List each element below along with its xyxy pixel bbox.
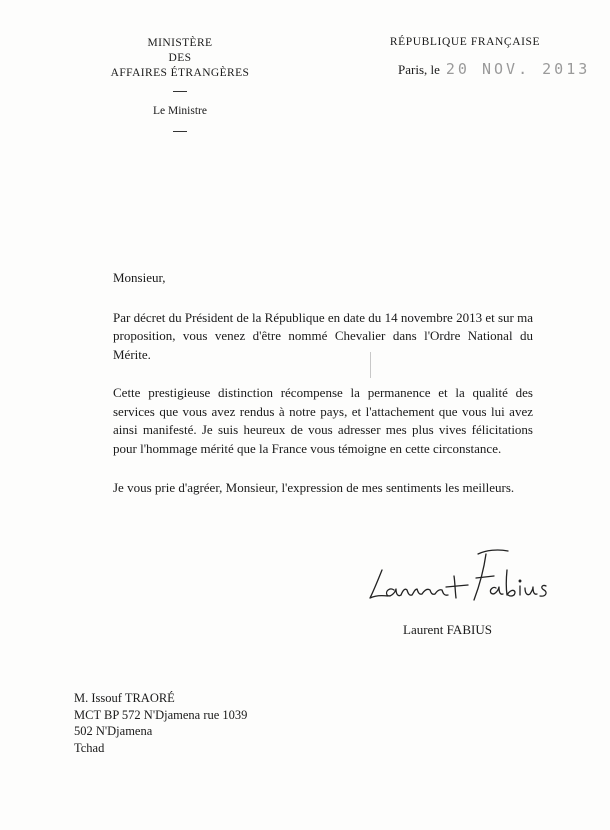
recipient-address-line: MCT BP 572 N'Djamena rue 1039 — [74, 707, 248, 722]
paragraph-nomination: Par décret du Président de la République en date du 14 novembre 2013 et sur ma proposition, vous venez d'être nommé Chevalier dans l'Ordre National du Mérite. — [113, 309, 533, 362]
letterhead-divider — [173, 131, 187, 132]
ministry-letterhead — [80, 36, 280, 132]
paragraph-congratulations: Cette prestigieuse distinction récompense la permanence et la qualité des services que vous avez rendus à notre pays, et l'attachement que vous lui avez ainsi manifesté. Je suis heureux de vous adresser mes plus vives félicitations pour l'hommage mérité que la France vous témoigne en cette circonstance. — [113, 385, 533, 456]
scan-artifact — [370, 352, 371, 378]
ministry-line-2: DES — [168, 52, 192, 64]
recipient-country: Tchad — [74, 740, 105, 755]
place-prefix: Paris, le — [398, 62, 440, 77]
handwritten-signature — [360, 540, 560, 610]
ministry-line-1: MINISTÈRE — [147, 37, 213, 49]
salutation: Monsieur, — [113, 270, 166, 285]
recipient-address — [74, 690, 247, 756]
dateline — [398, 60, 590, 78]
ministry-line-3: AFFAIRES ÉTRANGÈRES — [110, 67, 250, 79]
office-title: Le Ministre — [153, 105, 207, 117]
letterhead-divider — [173, 91, 187, 92]
date-stamp: 20 NOV. 2013 — [445, 60, 591, 78]
republic-heading: RÉPUBLIQUE FRANÇAISE — [389, 36, 541, 48]
recipient-city: 502 N'Djamena — [74, 724, 153, 738]
recipient-name: M. Issouf TRAORÉ — [74, 691, 175, 705]
letter-body — [113, 269, 533, 498]
signer-name: Laurent FABIUS — [403, 622, 492, 637]
paragraph-closing: Je vous prie d'agréer, Monsieur, l'expression de mes sentiments les meilleurs. — [113, 480, 515, 495]
